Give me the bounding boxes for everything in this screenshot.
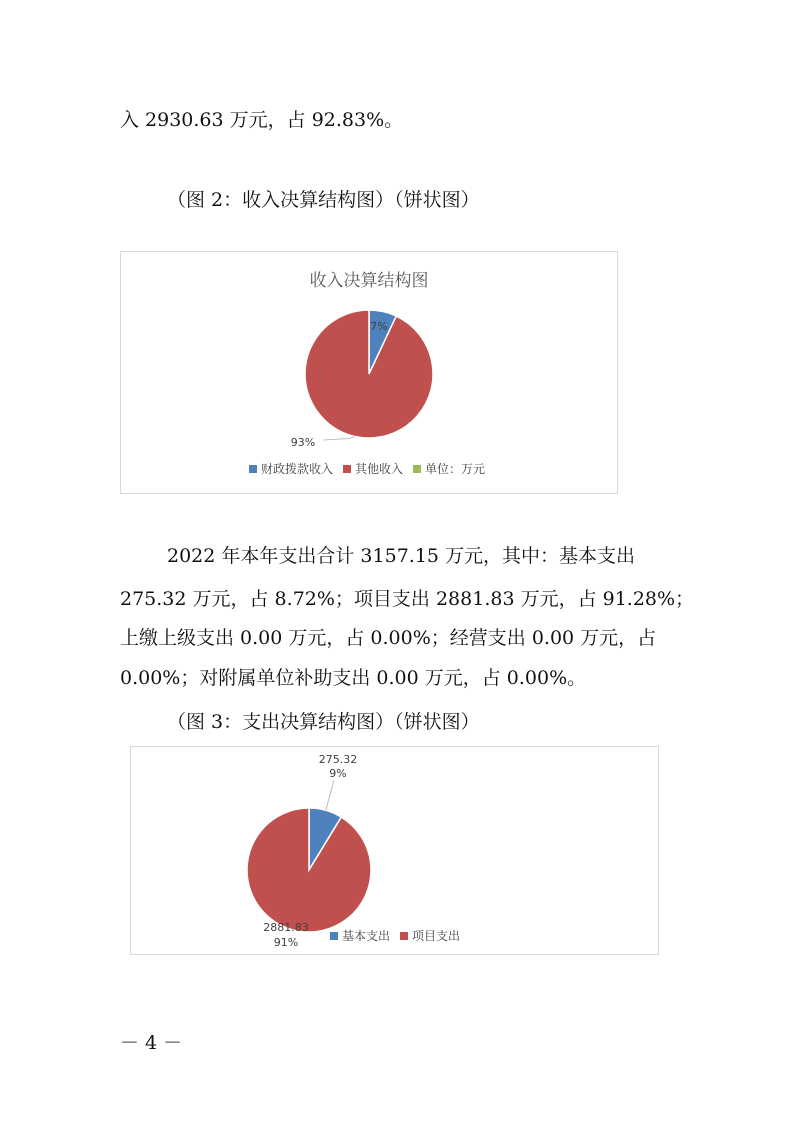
expense-data-value-1: 2881.83 [263, 921, 309, 934]
income-slice-1 [305, 310, 433, 438]
income-legend-label-1: 其他收入 [355, 462, 404, 476]
page-number: － 4 － [120, 1032, 183, 1054]
expense-legend-label-1: 项目支出 [412, 929, 461, 943]
paragraph-income-tail: 入 2930.63 万元，占 92.83%。 [120, 109, 404, 131]
income-legend-swatch-2 [413, 465, 421, 473]
income-chart [120, 251, 618, 494]
expense-data-percent-0: 9% [329, 767, 347, 780]
expense-legend-swatch-1 [400, 932, 408, 940]
expense-chart [130, 746, 659, 955]
figure-2-caption: （图 2：收入决算结构图）（饼状图） [167, 189, 480, 211]
income-legend-swatch-0 [249, 465, 257, 473]
expense-data-value-0: 275.32 [318, 753, 358, 766]
income-leader-line-1 [323, 436, 355, 440]
expense-data-percent-1: 91% [273, 936, 299, 949]
figure-3-caption: （图 3：支出决算结构图）（饼状图） [167, 711, 480, 733]
expense-leader-line-0 [326, 780, 334, 810]
paragraph-expense-line-1: 2022 年本年支出合计 3157.15 万元，其中：基本支出 [167, 545, 636, 567]
paragraph-expense-line-3: 上缴上级支出 0.00 万元，占 0.00%；经营支出 0.00 万元，占 [120, 627, 657, 649]
income-legend-label-2: 单位：万元 [425, 462, 486, 476]
income-legend-label-0: 财政拨款收入 [261, 462, 334, 476]
income-pie-chart [121, 252, 617, 493]
expense-legend-swatch-0 [330, 932, 338, 940]
income-chart-title: 收入决算结构图 [309, 271, 429, 291]
income-data-label-0: 7% [370, 320, 388, 333]
income-data-label-1: 93% [290, 436, 316, 449]
expense-pie-chart [131, 747, 658, 954]
expense-legend-label-0: 基本支出 [342, 929, 391, 943]
income-legend-swatch-1 [343, 465, 351, 473]
paragraph-expense-line-2: 275.32 万元，占 8.72%；项目支出 2881.83 万元，占 91.28%； [120, 588, 695, 610]
expense-slice-1 [247, 808, 371, 932]
paragraph-expense-line-4: 0.00%；对附属单位补助支出 0.00 万元，占 0.00%。 [120, 667, 587, 689]
